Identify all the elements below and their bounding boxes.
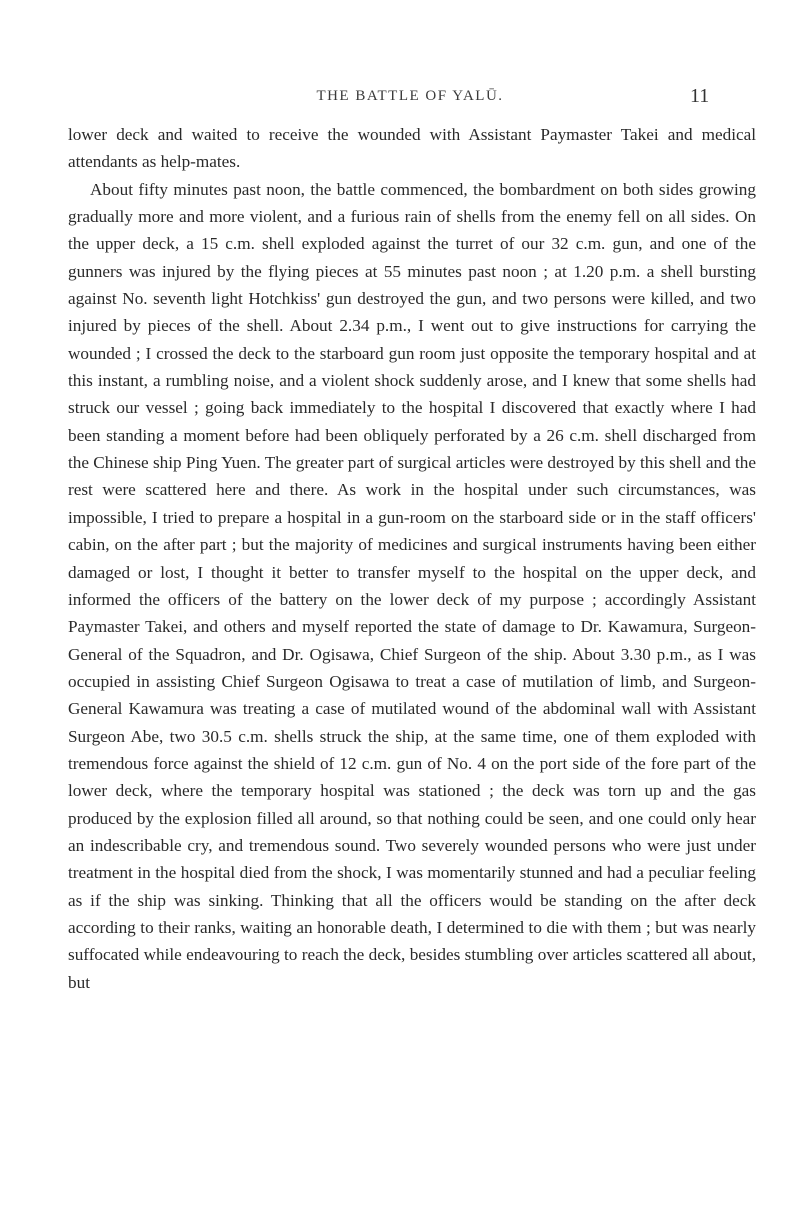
running-header (0, 85, 800, 112)
page-number: 11 (690, 85, 710, 107)
running-title: THE BATTLE OF YALŪ. (316, 88, 504, 104)
body-text (68, 121, 756, 996)
paragraph-continued: lower deck and waited to receive the wounded with Assistant Paymaster Takei and medical attendants as help-mates. (68, 125, 756, 172)
paragraph: About fifty minutes past noon, the battle commenced, the bombardment on both sides growing gradually more and more violent, and a furious rain of shells from the enemy fell on all sides. On the upper deck, a 15 c.m. shell exploded against the turret of our 32 c.m. gun, and one of the gunners was injured by the flying pieces at 55 minutes past noon ; at 1.20 p.m. a shell bursting against No. seventh light Hotchkiss' gun destroyed the gun, and two persons were killed, and two injured by pieces of the shell. About 2.34 p.m., I went out to give instructions for carrying the wounded ; I crossed the deck to the starboard gun room just opposite the temporary hospital and at this instant, a rumbling noise, and a violent shock suddenly arose, and I knew that some shells had struck our vessel ; going back immediately to the hospital I discovered that exactly where I had been standing a moment before had been obliquely perforated by a 26 c.m. shell discharged from the Chinese ship Ping Yuen. The greater part of surgical articles were destroyed by this shell and the rest were scattered here and there. As work in the hospital under such circumstances, was impossible, I tried to prepare a hospital in a gun-room on the starboard side or in the staff officers' cabin, on the after part ; but the majority of medicines and surgical instruments having been either damaged or lost, I thought it better to transfer myself to the hospital on the upper deck, and informed the officers of the battery on the lower deck of my purpose ; accordingly Assistant Paymaster Takei, and others and myself reported the state of damage to Dr. Kawamura, Surgeon-General of the Squadron, and Dr. Ogisawa, Chief Surgeon of the ship. About 3.30 p.m., as I was occupied in assisting Chief Surgeon Ogisawa to treat a case of mutilation of limb, and Surgeon-General Kawamura was treating a case of mutilated wound of the abdominal wall with Assistant Surgeon Abe, two 30.5 c.m. shells struck the ship, at the same time, one of them exploded with tremendous force against the shield of 12 c.m. gun of No. 4 on the port side of the fore part of the lower deck, where the temporary hospital was stationed ; the deck was torn up and the gas produced by the explosion filled all around, so that nothing could be seen, and one could only hear an indescribable cry, and tremendous sound. Two severely wounded persons who were just under treatment in the hospital died from the shock, I was momentarily stunned and had a peculiar feeling as if the ship was sinking. Thinking that all the officers would be standing on the after deck according to their ranks, waiting an honorable death, I determined to die with them ; but was nearly suffocated while endeavouring to reach the deck, besides stumbling over articles scattered all about, but (68, 179, 756, 992)
